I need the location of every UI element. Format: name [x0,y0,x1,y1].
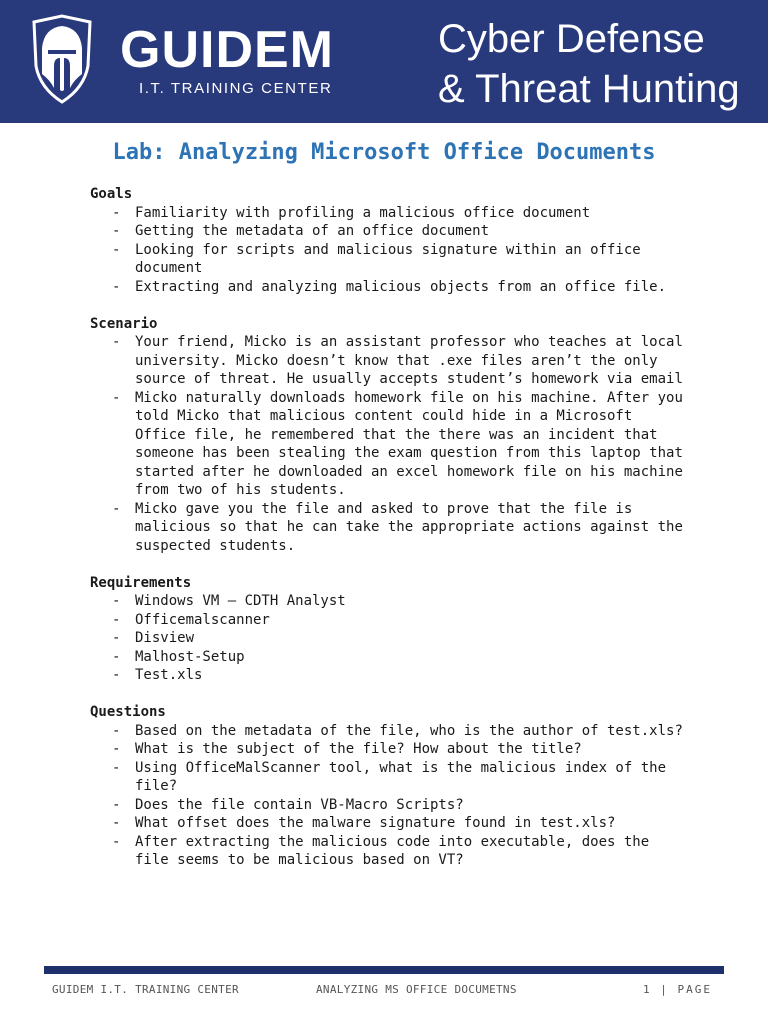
list-item: - Using OfficeMalScanner tool, what is the malicious index of the file? [90,759,690,796]
scenario-section [90,315,690,556]
list-item: - Getting the metadata of an office document [90,222,690,241]
list-item: - Does the file contain VB-Macro Scripts? [90,796,690,815]
footer-divider [44,966,724,974]
footer-center-text: ANALYZING MS OFFICE DOCUMETNS [316,983,517,996]
document-body [90,185,690,888]
list-item: - Micko naturally downloads homework file on his machine. After you told Micko that malicious content could hide in a Microsoft Office file, he remembered that the there was an incident that someone has been stealing the exam question from this laptop that started after he downloaded an excel homework file on his machine from two of his students. [90,389,690,500]
list-item: - Familiarity with profiling a malicious office document [90,204,690,223]
list-item: - Test.xls [90,666,690,685]
list-item: - What is the subject of the file? How about the title? [90,740,690,759]
list-item: - After extracting the malicious code into executable, does the file seems to be malicious based on VT? [90,833,690,870]
spartan-helmet-shield-icon [30,14,94,104]
requirements-heading: Requirements [90,574,192,591]
course-title-line-1: Cyber Defense [438,17,705,61]
questions-heading: Questions [90,704,166,720]
list-item: - Officemalscanner [90,611,690,630]
page-header [0,0,768,123]
goals-section [90,185,690,296]
brand-subtitle: I.T. TRAINING CENTER [139,80,333,97]
footer-left-text: GUIDEM I.T. TRAINING CENTER [52,983,239,996]
course-title [438,14,758,114]
requirements-section [90,574,690,685]
questions-list [90,722,690,870]
list-item: - Windows VM – CDTH Analyst [90,592,690,611]
brand-name: GUIDEM [120,21,334,79]
list-item: - Disview [90,629,690,648]
goals-heading: Goals [90,186,133,202]
list-item: - Micko gave you the file and asked to prove that the file is malicious so that he can take the appropriate actions against the suspected students. [90,500,690,556]
list-item: - Malhost-Setup [90,648,690,667]
course-title-line-2: & Threat Hunting [438,67,740,111]
page-number: 1 | PAGE [643,983,712,996]
questions-section [90,703,690,870]
list-item: - What offset does the malware signature found in test.xls? [90,814,690,833]
scenario-heading: Scenario [90,315,158,332]
list-item: - Looking for scripts and malicious signature within an office document [90,241,690,278]
scenario-list [90,333,690,555]
goals-list [90,204,690,297]
list-item: - Extracting and analyzing malicious objects from an office file. [90,278,690,297]
list-item: - Your friend, Micko is an assistant professor who teaches at local university. Micko doesn’t know that .exe files aren’t the only source of threat. He usually accepts student’s homework via email [90,333,690,389]
list-item: - Based on the metadata of the file, who is the author of test.xls? [90,722,690,741]
lab-title: Lab: Analyzing Microsoft Office Documents [112,140,656,165]
requirements-list [90,592,690,685]
